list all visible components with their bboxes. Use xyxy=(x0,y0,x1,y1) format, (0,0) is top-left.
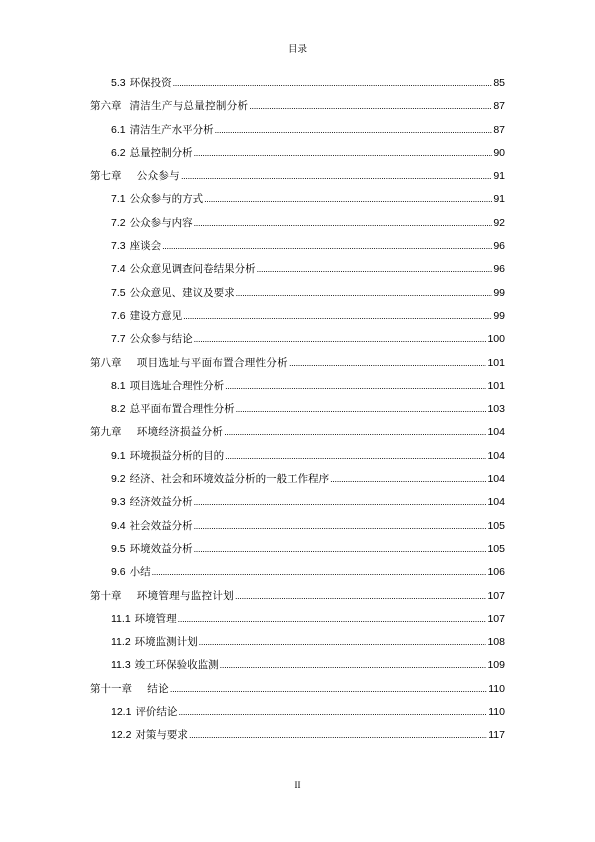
toc-entry-title: 项目选址合理性分析 xyxy=(129,379,225,392)
page-number: II xyxy=(294,780,301,790)
toc-entry-number: 5.3 xyxy=(111,77,126,89)
toc-chapter-entry[interactable] xyxy=(90,168,505,191)
toc-entry-page: 99 xyxy=(493,286,505,299)
toc-section-entry[interactable] xyxy=(90,308,505,331)
toc-entry-number: 9.5 xyxy=(111,542,126,555)
toc-entry-number: 6.1 xyxy=(111,123,126,136)
toc-entry-title: 公众意见调查问卷结果分析 xyxy=(129,263,256,276)
page-header: 目录 xyxy=(287,44,307,55)
toc-entry-number: 11.1 xyxy=(111,612,131,625)
toc-section-entry[interactable] xyxy=(90,564,505,587)
toc-entry-number: 11.3 xyxy=(111,659,131,672)
toc-entry-title: 座谈会 xyxy=(129,240,162,253)
toc-dot-leader xyxy=(194,334,487,344)
toc-entry-title: 环境经济损益分析 xyxy=(129,426,224,439)
toc-entry-number: 7.5 xyxy=(111,286,126,299)
toc-entry-title: 清洁生产与总量控制分析 xyxy=(129,100,249,113)
toc-dot-leader xyxy=(249,101,492,111)
toc-entry-title: 公众意见、建议及要求 xyxy=(129,286,235,299)
toc-entry-page: 104 xyxy=(487,426,505,439)
toc-entry-number: 9.2 xyxy=(111,473,126,486)
toc-entry-number: 9.3 xyxy=(111,496,126,509)
toc-section-entry[interactable] xyxy=(90,75,505,98)
toc-entry-page: 107 xyxy=(487,612,505,625)
toc-section-entry[interactable] xyxy=(90,611,505,634)
toc-entry-number: 第十一章 xyxy=(90,682,132,695)
toc-dot-leader xyxy=(194,218,493,228)
toc-dot-leader xyxy=(220,660,487,670)
toc-entry-page: 108 xyxy=(487,636,505,649)
toc-entry-number: 7.3 xyxy=(111,240,126,253)
toc-section-entry[interactable] xyxy=(90,238,505,261)
toc-entry-number: 7.1 xyxy=(111,193,126,206)
toc-dot-leader xyxy=(330,474,486,484)
toc-chapter-entry[interactable] xyxy=(90,588,505,611)
toc-entry-title: 经济、社会和环境效益分析的一般工作程序 xyxy=(129,473,330,486)
toc-section-entry[interactable] xyxy=(90,285,505,308)
toc-section-entry[interactable] xyxy=(90,448,505,471)
toc-entry-page: 96 xyxy=(493,240,505,253)
toc-section-entry[interactable] xyxy=(90,191,505,214)
toc-dot-leader xyxy=(289,358,486,368)
toc-chapter-entry[interactable] xyxy=(90,424,505,447)
toc-entry-number: 8.2 xyxy=(111,403,126,416)
toc-entry-number: 7.4 xyxy=(111,263,126,276)
toc-section-entry[interactable] xyxy=(90,331,505,354)
toc-entry-title: 总量控制分析 xyxy=(129,146,193,159)
toc-entry-title: 经济效益分析 xyxy=(129,496,193,509)
toc-dot-leader xyxy=(170,684,487,694)
toc-entry-page: 109 xyxy=(487,659,505,672)
toc-dot-leader xyxy=(199,637,487,647)
toc-dot-leader xyxy=(178,707,487,717)
toc-entry-number: 第八章 xyxy=(90,356,122,369)
toc-entry-page: 87 xyxy=(493,123,505,136)
toc-chapter-entry[interactable] xyxy=(90,355,505,378)
toc-entry-page: 110 xyxy=(488,706,505,719)
toc-entry-title: 公众参与的方式 xyxy=(129,193,204,206)
toc-dot-leader xyxy=(257,264,493,274)
toc-entry-page: 104 xyxy=(487,473,505,486)
toc-entry-page: 90 xyxy=(493,146,505,159)
toc-section-entry[interactable] xyxy=(90,657,505,680)
toc-dot-leader xyxy=(225,451,486,461)
toc-dot-leader xyxy=(173,78,493,88)
toc-dot-leader xyxy=(189,730,487,740)
toc-section-entry[interactable] xyxy=(90,122,505,145)
toc-entry-page: 87 xyxy=(493,100,505,113)
toc-dot-leader xyxy=(178,614,487,624)
toc-entry-number: 6.2 xyxy=(111,146,126,159)
toc-entry-page: 104 xyxy=(487,496,505,509)
toc-section-entry[interactable] xyxy=(90,378,505,401)
toc-section-entry[interactable] xyxy=(90,261,505,284)
toc-entry-page: 103 xyxy=(487,403,505,416)
toc-entry-page: 117 xyxy=(488,729,505,742)
toc-entry-number: 第六章 xyxy=(90,100,122,113)
toc-dot-leader xyxy=(204,194,492,204)
toc-section-entry[interactable] xyxy=(90,541,505,564)
toc-section-entry[interactable] xyxy=(90,704,505,727)
toc-entry-number: 12.2 xyxy=(111,729,132,742)
toc-entry-page: 96 xyxy=(493,263,505,276)
toc-section-entry[interactable] xyxy=(90,215,505,238)
toc-entry-title: 评价结论 xyxy=(135,706,178,719)
toc-dot-leader xyxy=(236,404,487,414)
toc-dot-leader xyxy=(162,241,492,251)
toc-entry-title: 对策与要求 xyxy=(135,729,188,742)
toc-dot-leader xyxy=(194,521,487,531)
toc-entry-page: 110 xyxy=(488,682,505,695)
toc-entry-title: 社会效益分析 xyxy=(129,519,193,532)
toc-section-entry[interactable] xyxy=(90,634,505,657)
toc-dot-leader xyxy=(181,171,492,181)
toc-entry-number: 7.2 xyxy=(111,216,126,229)
toc-entry-page: 99 xyxy=(493,309,505,322)
toc-entry-title: 公众参与结论 xyxy=(129,333,193,346)
toc-dot-leader xyxy=(236,288,493,298)
toc-entry-number: 第九章 xyxy=(90,426,122,439)
toc-entry-title: 环保投资 xyxy=(129,77,172,89)
toc-entry-title: 公众参与内容 xyxy=(129,216,193,229)
toc-entry-number: 9.4 xyxy=(111,519,126,532)
toc-dot-leader xyxy=(225,381,486,391)
toc-entry-page: 106 xyxy=(487,566,505,579)
toc-entry-page: 100 xyxy=(487,333,505,346)
toc-entry-title: 环境管理 xyxy=(134,612,177,625)
toc-section-entry[interactable] xyxy=(90,401,505,424)
toc-dot-leader xyxy=(215,125,493,135)
toc-section-entry[interactable] xyxy=(90,727,505,750)
toc-dot-leader xyxy=(235,591,486,601)
toc-entry-title: 总平面布置合理性分析 xyxy=(129,403,235,416)
toc-entry-title: 结论 xyxy=(140,682,169,695)
toc-entry-number: 8.1 xyxy=(111,379,126,392)
toc-entry-title: 环境监测计划 xyxy=(134,636,198,649)
toc-entry-number: 第十章 xyxy=(90,589,122,602)
toc-entry-number: 7.7 xyxy=(111,333,126,346)
toc-entry-title: 竣工环保验收监测 xyxy=(134,659,219,672)
toc-entry-number: 9.6 xyxy=(111,566,126,579)
toc-entry-title: 小结 xyxy=(129,566,151,579)
toc-entry-page: 105 xyxy=(487,542,505,555)
toc-entry-title: 清洁生产水平分析 xyxy=(129,123,214,136)
toc-section-entry[interactable] xyxy=(90,494,505,517)
toc-entry-page: 91 xyxy=(493,170,505,183)
toc-section-entry[interactable] xyxy=(90,471,505,494)
toc-dot-leader xyxy=(152,567,487,577)
toc-entry-page: 101 xyxy=(487,379,505,392)
toc-entry-number: 第七章 xyxy=(90,170,122,183)
toc-section-entry[interactable] xyxy=(90,518,505,541)
toc-entry-title: 环境效益分析 xyxy=(129,542,193,555)
toc-entry-page: 107 xyxy=(487,589,505,602)
toc-entry-title: 环境损益分析的目的 xyxy=(129,449,225,462)
toc-entry-number: 7.6 xyxy=(111,309,126,322)
toc-entry-title: 公众参与 xyxy=(129,170,180,183)
toc-entry-number: 12.1 xyxy=(111,706,132,719)
toc-chapter-entry[interactable] xyxy=(90,681,505,704)
toc-entry-title: 项目选址与平面布置合理性分析 xyxy=(129,356,288,369)
toc-entry-number: 9.1 xyxy=(111,449,126,462)
toc-section-entry[interactable] xyxy=(90,145,505,168)
toc-dot-leader xyxy=(194,148,493,158)
toc-entry-page: 92 xyxy=(493,216,505,229)
table-of-contents xyxy=(90,75,505,751)
toc-chapter-entry[interactable] xyxy=(90,98,505,121)
toc-entry-page: 104 xyxy=(487,449,505,462)
toc-entry-page: 101 xyxy=(487,356,505,369)
toc-entry-title: 建设方意见 xyxy=(129,309,183,322)
toc-dot-leader xyxy=(194,544,487,554)
toc-dot-leader xyxy=(183,311,492,321)
toc-entry-title: 环境管理与监控计划 xyxy=(129,589,234,602)
toc-entry-page: 105 xyxy=(487,519,505,532)
toc-entry-page: 91 xyxy=(493,193,505,206)
toc-dot-leader xyxy=(194,497,487,507)
toc-entry-number: 11.2 xyxy=(111,636,131,649)
toc-entry-page: 85 xyxy=(493,77,505,89)
toc-dot-leader xyxy=(224,427,486,437)
